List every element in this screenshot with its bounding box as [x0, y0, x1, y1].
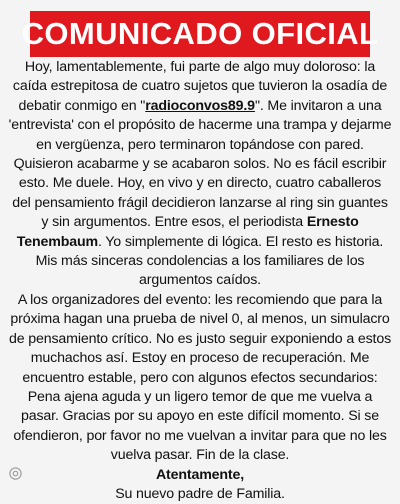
- banner-title: COMUNICADO OFICIAL: [21, 16, 379, 51]
- paragraph-1-part-2: ". Me invitaron a una 'entrevista' con el propósito de hacerme una trampa y dejarme en vergüenza, pero terminaron topándose con pared. Quisieron acabarme y se acabaron solos. No es fácil escribir esto. Me duele. Hoy, en vivo y en directo, cuatro caballeros del pensamiento frágil decidieron lanzarse al ring sin guantes y sin argumentos. Entre esos, el periodista: [8, 97, 392, 231]
- paragraph-1: [8, 58, 392, 291]
- title-banner: [21, 11, 379, 57]
- radio-handle: radioconvos89.9: [145, 97, 255, 114]
- settings-gear-icon: [8, 466, 23, 481]
- paragraph-2: A los organizadores del evento: les recomiendo que para la próxima hagan una prueba de nivel 0, al menos, un simulacro de pensamiento crítico. No es justo seguir exponiendo a estos muchachos así. Estoy en proceso de recuperación. Me encuentro estable, pero con algunos efectos secundarios: Pena ajena aguda y un ligero temor de que me vuelva a pasar. Gracias por su apoyo en este difícil momento. Si se ofendieron, por favor no me vuelvan a invitar para que no les vuelva pasar. Fin de la clase.: [8, 291, 392, 464]
- paragraph-1-part-3: . Yo simplemente di lógica. El resto es historia. Mis más sinceras condolencias a los familiares de los argumentos caídos.: [35, 233, 384, 289]
- closing-line: Atentamente,: [155, 466, 245, 483]
- statement-body: [8, 58, 392, 504]
- signature-line: Su nuevo padre de Familia.: [115, 485, 285, 502]
- paragraph-1-part-1: Hoy, lamentablemente, fui parte de algo muy doloroso: la caída estrepitosa de cuatro sujetos que tuvieron la osadía de debatir conmigo en ": [12, 59, 388, 114]
- journalist-name: Ernesto Tenembaum: [16, 214, 359, 250]
